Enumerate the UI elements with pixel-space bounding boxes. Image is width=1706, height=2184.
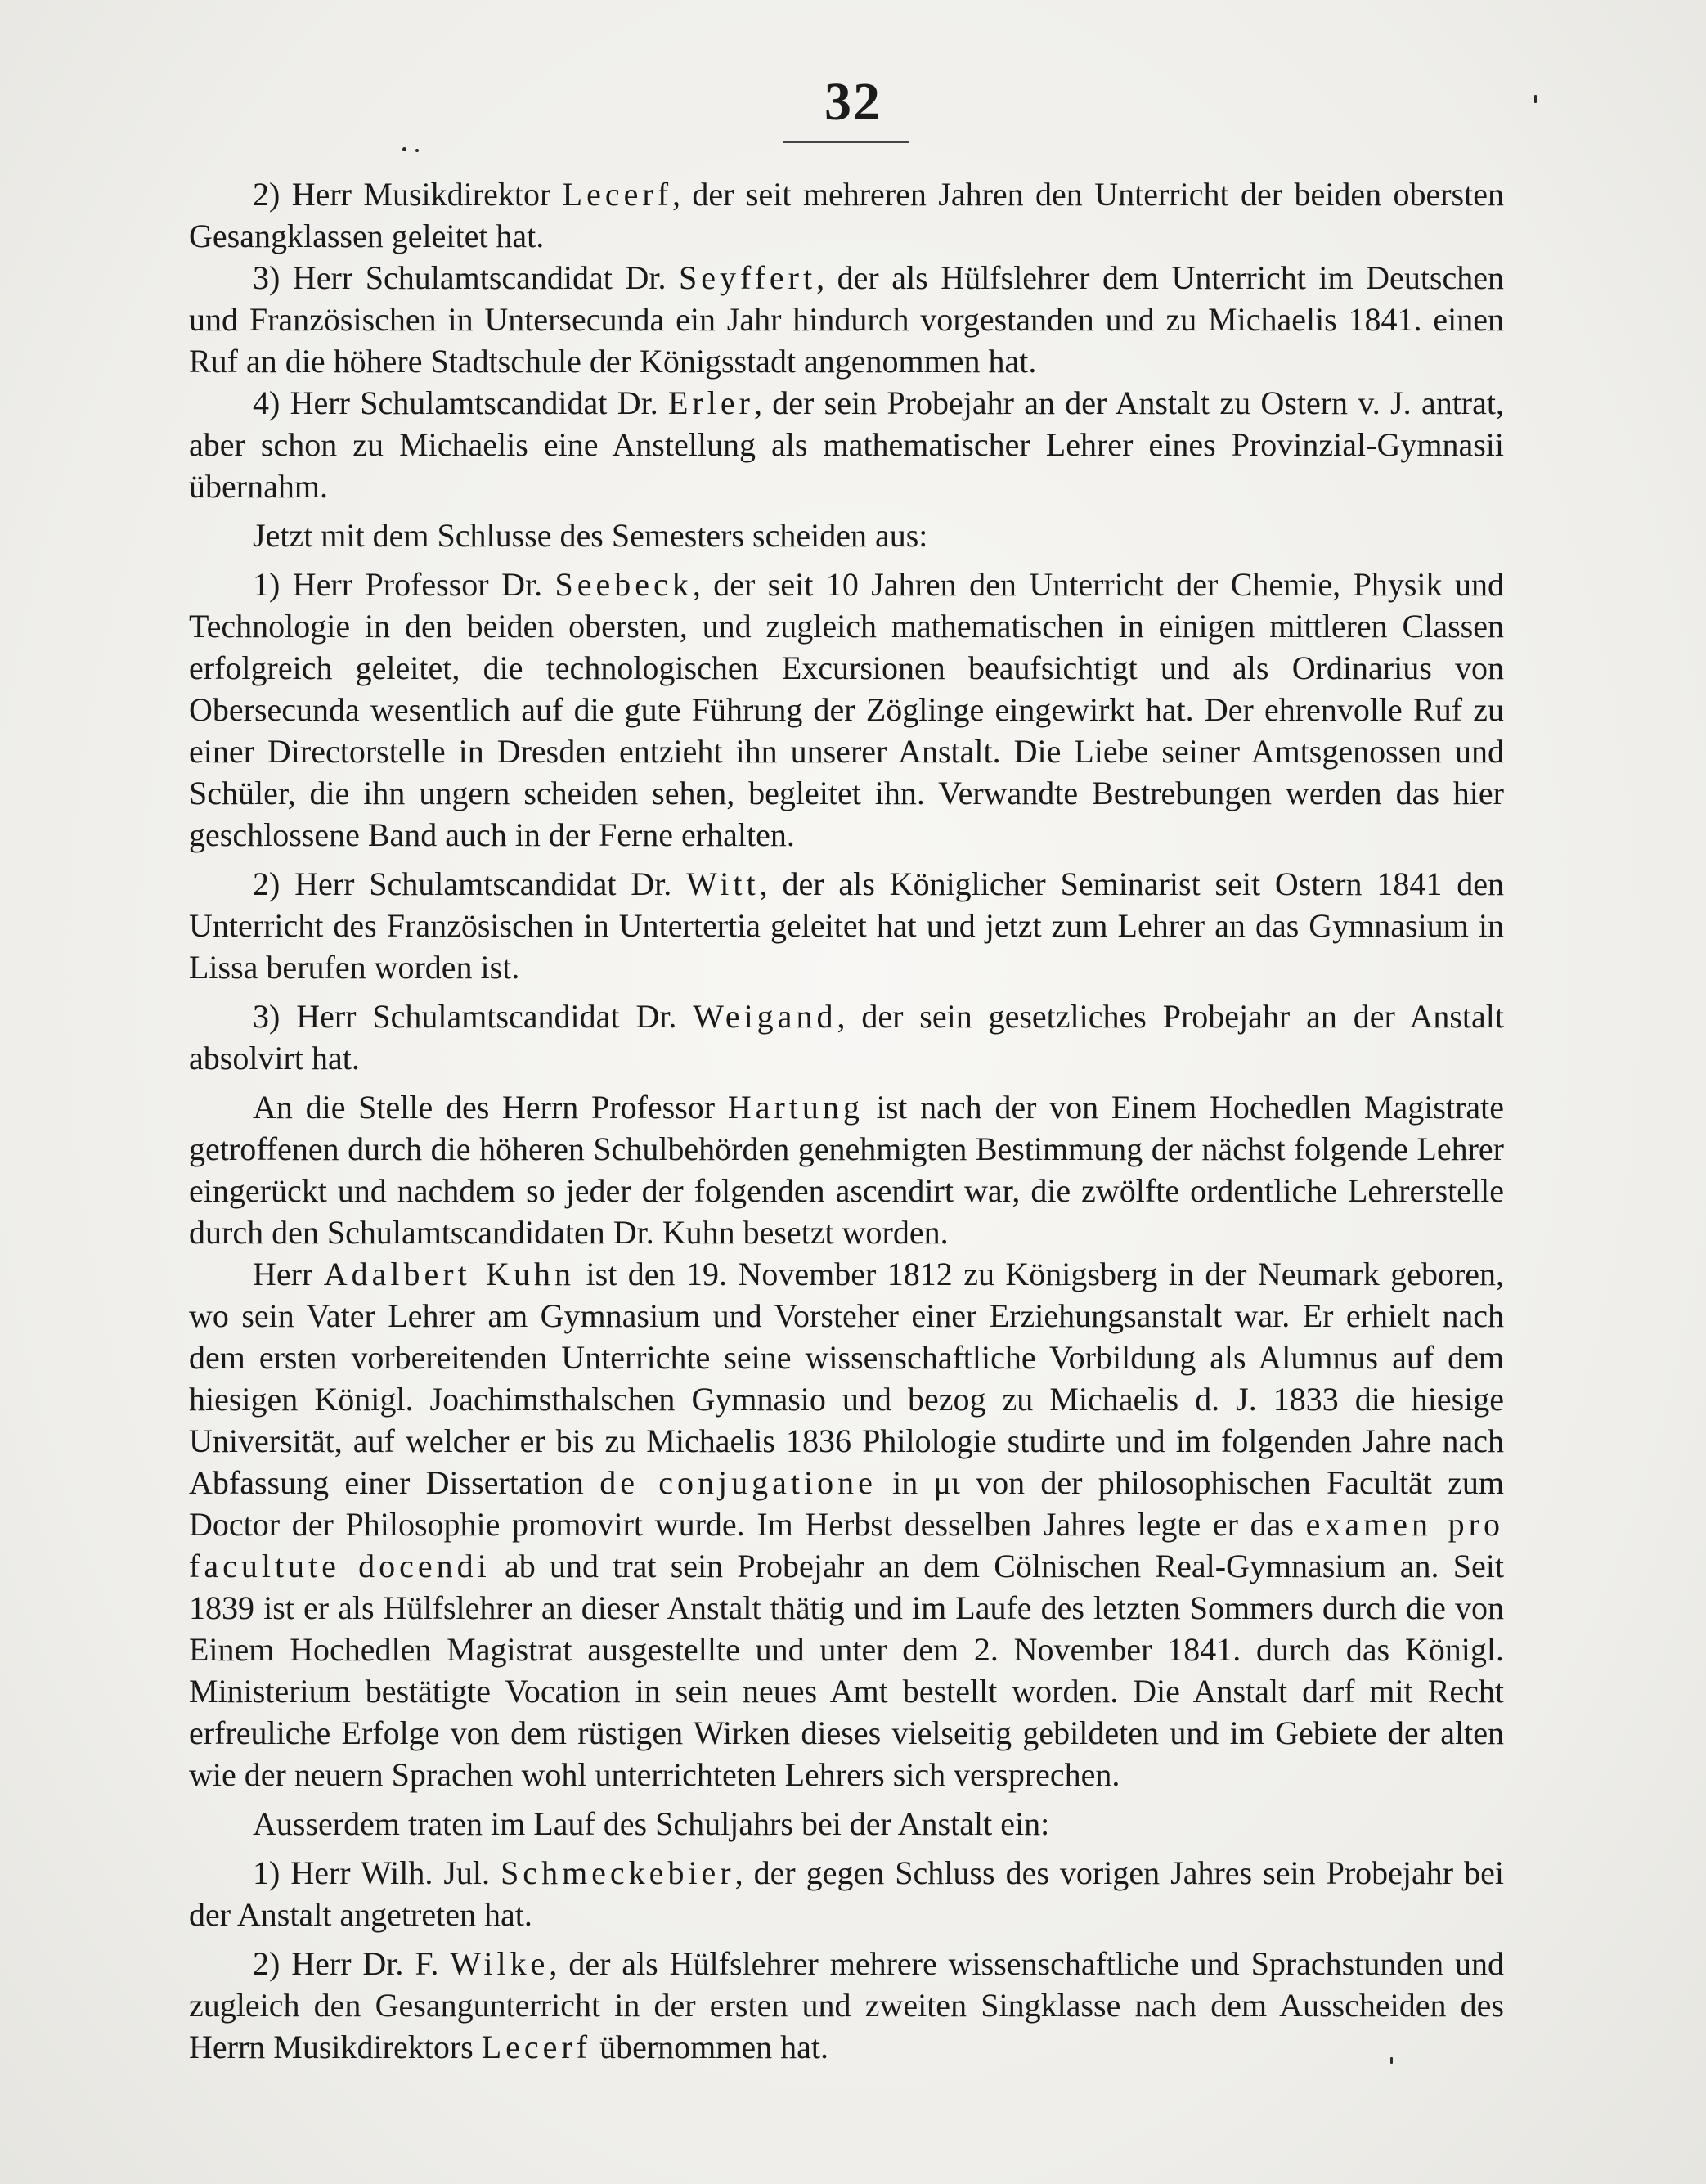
page-number-rule: [783, 141, 909, 143]
speck-mark: [415, 149, 419, 152]
spaced-name: Weigand: [693, 998, 837, 1035]
text-run: , der sein gesetzliches Probejahr an der Anstalt absolvirt hat.: [189, 998, 1504, 1076]
speck-mark: [1534, 95, 1537, 103]
paragraph: [189, 564, 1504, 856]
spaced-name: Seyffert: [679, 259, 817, 296]
spaced-name: Schmeckebier: [501, 1854, 735, 1891]
paragraph: [189, 1086, 1504, 1253]
paragraph: [189, 257, 1504, 382]
spaced-name: examen pro facultute docendi: [189, 1506, 1504, 1584]
text-run: ab und trat sein Probejahr an dem Cölnischen Real-Gymnasium an. Seit 1839 ist er als Hülfslehrer an dieser Anstalt thätig und im Laufe des letzten Sommers durch die von Einem Hochedlen Magistrat ausgestellte und unter dem 2. November 1841. durch das Königl. Ministerium bestätigte Vocation in sein neues Amt bestellt worden. Die Anstalt darf mit Recht erfreuliche Erfolge von dem rüstigen Wirken dieses vielseitig gebildeten und im Gebiete der alten wie der neuern Sprachen wohl unterrichteten Lehrers sich versprechen.: [189, 1548, 1505, 1793]
text-run: 1) Herr Professor Dr.: [253, 566, 555, 603]
text-run: 3) Herr Schulamtscandidat Dr.: [253, 259, 679, 296]
text-run: Ausserdem traten im Lauf des Schuljahrs bei der Anstalt ein:: [253, 1805, 1050, 1842]
paragraph: [189, 515, 1504, 556]
paragraph: [189, 995, 1504, 1079]
text-run: ist nach der von Einem Hochedlen Magistrate getroffenen durch die höheren Schulbehörden genehmigten Bestimmung der nächst folgende Lehrer eingerückt und nachdem so jeder der folgenden ascendirt war, die zwölfte ordentliche Lehrerstelle durch den Schulamtscandidaten Dr. Kuhn besetzt worden.: [189, 1089, 1505, 1251]
spaced-name: de conjugatione: [599, 1464, 877, 1501]
paragraph: [189, 1943, 1504, 2068]
spaced-name: Erler: [668, 384, 754, 421]
text-run: Herr: [253, 1256, 324, 1292]
page-number: 32: [824, 72, 882, 132]
paragraph: [189, 173, 1504, 257]
speck-mark: [402, 147, 406, 151]
text-run: 2) Herr Musikdirektor: [253, 176, 563, 213]
spaced-name: Seebeck: [554, 566, 693, 603]
text-run: , der seit mehreren Jahren den Unterricht der beiden obersten Gesangklassen geleitet hat.: [189, 176, 1504, 254]
paragraph: [189, 1852, 1504, 1935]
spaced-name: Adalbert Kuhn: [323, 1256, 576, 1292]
text-run: Jetzt mit dem Schlusse des Semesters scheiden aus:: [253, 517, 928, 554]
text-run: übernommen hat.: [591, 2029, 828, 2065]
text-run: ist den 19. November 1812 zu Königsberg in der Neumark geboren, wo sein Vater Lehrer am Gymnasium und Vorsteher einer Erziehungsanstalt war. Er erhielt nach dem ersten vorbereitenden Unterrichte seine wissenschaftliche Vorbildung als Alumnus auf dem hiesigen Königl. Joachimsthalschen Gymnasio und bezog zu Michaelis d. J. 1833 die hiesige Universität, auf welcher er bis zu Michaelis 1836 Philologie studirte und im folgenden Jahre nach Abfassung einer Dissertation: [189, 1256, 1505, 1501]
text-run: , der als Hülfslehrer mehrere wissenschaftliche und Sprachstunden und zugleich den Gesangunterricht in der ersten und zweiten Singklasse nach dem Ausscheiden des Herrn Musikdirektors: [189, 1945, 1504, 2065]
text-run: 2) Herr Dr. F.: [253, 1945, 451, 1982]
text-run: , der gegen Schluss des vorigen Jahres sein Probejahr bei der Anstalt angetreten hat.: [189, 1854, 1505, 1933]
paragraph: [189, 1803, 1504, 1845]
text-run: 4) Herr Schulamtscandidat Dr.: [253, 384, 668, 421]
text-run: , der seit 10 Jahren den Unterricht der Chemie, Physik und Technologie in den beiden obersten, und zugleich mathematischen in einigen mittleren Classen erfolgreich geleitet, die technologischen Excursionen beaufsichtigt und als Ordinarius von Obersecunda wesentlich auf die gute Führung der Zöglinge eingewirkt hat. Der ehrenvolle Ruf zu einer Directorstelle in Dresden entzieht ihn unserer Anstalt. Die Liebe seiner Amtsgenossen und Schüler, die ihn ungern scheiden sehen, begleitet ihn. Verwandte Bestrebungen werden das hier geschlossene Band auch in der Ferne erhalten.: [189, 566, 1504, 853]
paragraph: [189, 1253, 1504, 1795]
text-run: , der als Hülfslehrer dem Unterricht im Deutschen und Französischen in Untersecunda ein Jahr hindurch vorgestanden und zu Michaelis 1841. einen Ruf an die höhere Stadtschule der Königsstadt angenommen hat.: [189, 259, 1504, 380]
paragraph: [189, 382, 1504, 507]
text-run: 1) Herr Wilh. Jul.: [253, 1854, 501, 1891]
text-run: 2) Herr Schulamtscandidat Dr.: [253, 865, 687, 902]
text-run: , der sein Probejahr an der Anstalt zu Ostern v. J. antrat, aber schon zu Michaelis eine Anstellung als mathematischer Lehrer eines Provinzial-Gymnasii übernahm.: [189, 384, 1504, 505]
spaced-name: Lecerf: [562, 176, 673, 213]
text-run: in μι von der philosophischen Facultät zum Doctor der Philosophie promovirt wurde. Im Herbst desselben Jahres legte er das: [189, 1464, 1505, 1543]
speck-mark: [1390, 2057, 1393, 2064]
text-run: 3) Herr Schulamtscandidat Dr.: [253, 998, 694, 1035]
text-run: An die Stelle des Herrn Professor: [253, 1089, 728, 1126]
spaced-name: Wilke: [450, 1945, 550, 1982]
paragraph: [189, 863, 1504, 988]
spaced-name: Witt: [686, 865, 760, 902]
body-text: [189, 173, 1504, 2068]
spaced-name: Hartung: [727, 1089, 864, 1126]
text-run: , der als Königlicher Seminarist seit Ostern 1841 den Unterricht des Französischen in Untertertia geleitet hat und jetzt zum Lehrer an das Gymnasium in Lissa berufen worden ist.: [189, 865, 1504, 986]
spaced-name: Lecerf: [481, 2029, 592, 2065]
